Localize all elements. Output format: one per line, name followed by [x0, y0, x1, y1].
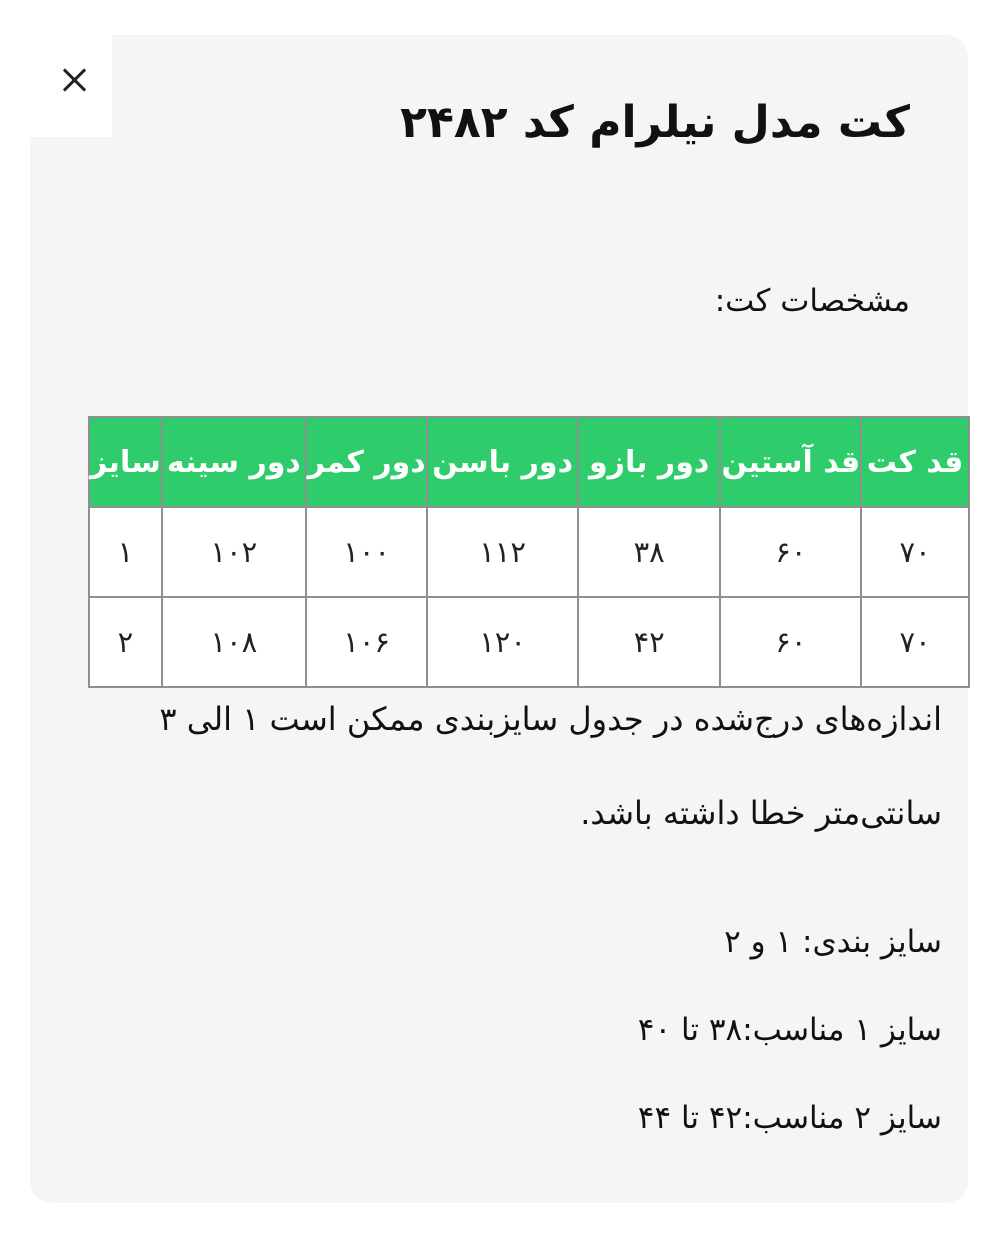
table-cell: ۷۰: [861, 597, 969, 687]
table-cell: ۱: [89, 507, 162, 597]
close-area: [30, 35, 112, 137]
dialog-title: کت مدل نیلرام کد ۲۴۸۲: [400, 97, 910, 148]
table-cell: ۳۸: [578, 507, 721, 597]
table-row: [89, 507, 969, 597]
table-cell: ۱۱۲: [427, 507, 577, 597]
header-cell-sleeve: قد آستین: [720, 417, 861, 507]
table-cell: ۶۰: [720, 597, 861, 687]
header-cell-length: قد کت: [861, 417, 969, 507]
table-cell: ۴۲: [578, 597, 721, 687]
size-table: [88, 416, 970, 688]
table-cell: ۲: [89, 597, 162, 687]
size1-fit-text: سایز ۱ مناسب:۳۸ تا ۴۰: [637, 1012, 942, 1048]
table-cell: ۱۰۲: [162, 507, 306, 597]
table-cell: ۶۰: [720, 507, 861, 597]
header-cell-hip: دور باسن: [427, 417, 577, 507]
size2-fit-text: سایز ۲ مناسب:۴۲ تا ۴۴: [637, 1100, 942, 1136]
table-cell: ۱۰۰: [306, 507, 427, 597]
spec-label: مشخصات کت:: [714, 283, 910, 319]
table-cell: ۱۰۸: [162, 597, 306, 687]
header-cell-waist: دور کمر: [306, 417, 427, 507]
table-cell: ۷۰: [861, 507, 969, 597]
header-cell-chest: دور سینه: [162, 417, 306, 507]
table-cell: ۱۲۰: [427, 597, 577, 687]
table-header-row: [89, 417, 969, 507]
sizing-note: اندازه‌های درج‌شده در جدول سایزبندی ممکن است ۱ الی ۳ سانتی‌متر خطا داشته باشد.: [159, 700, 942, 832]
header-cell-size: سایز: [89, 417, 162, 507]
size-options-text: سایز بندی: ۱ و ۲: [724, 924, 942, 960]
table-cell: ۱۰۶: [306, 597, 427, 687]
header-cell-arm: دور بازو: [578, 417, 721, 507]
close-icon[interactable]: [58, 63, 92, 97]
